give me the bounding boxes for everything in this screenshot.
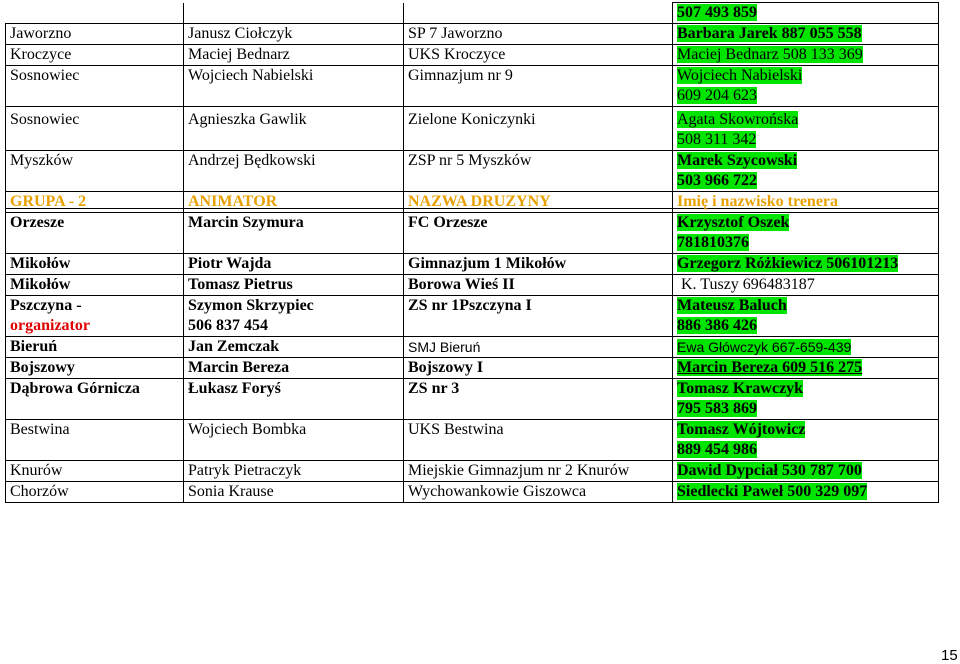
coach-cell: Krzysztof Oszek 781810376 [673, 213, 939, 254]
animator-cell: Janusz Ciołczyk [184, 24, 404, 45]
table-row [6, 358, 939, 379]
coach-cell: Wojciech Nabielski 609 204 623 [673, 66, 939, 107]
team-cell: ZS nr 1Pszczyna I [404, 296, 673, 337]
animator-cell: Patryk Pietraczyk [184, 461, 404, 482]
coach-cell: Barbara Jarek 887 055 558 [673, 24, 939, 45]
city-cell: Pszczyna - organizator [6, 296, 184, 337]
city-cell: Orzesze [6, 213, 184, 254]
coach-cell: Maciej Bednarz 508 133 369 [673, 45, 939, 66]
team-cell: Zielone Koniczynki [404, 107, 673, 151]
coach-cell: 507 493 859 [673, 3, 939, 24]
header-coach: Imię i nazwisko trenera [673, 192, 939, 213]
team-cell: FC Orzesze [404, 213, 673, 254]
coach-cell: Dawid Dypciał 530 787 700 [673, 461, 939, 482]
table-row [6, 275, 939, 296]
header-team: NAZWA DRUZYNY [404, 192, 673, 213]
table-row [6, 420, 939, 461]
coach-cell: Tomasz Krawczyk 795 583 869 [673, 379, 939, 420]
coach-cell: Agata Skowrońska 508 311 342 [673, 107, 939, 151]
header-animator: ANIMATOR [184, 192, 404, 213]
header-city: GRUPA - 2 [6, 192, 184, 213]
city-cell: Mikołów [6, 275, 184, 296]
team-cell: Bojszowy I [404, 358, 673, 379]
city-cell: Dąbrowa Górnicza [6, 379, 184, 420]
city-cell: Kroczyce [6, 45, 184, 66]
coach-cell: Ewa Główczyk 667-659-439 [673, 337, 939, 358]
coach-cell: K. Tuszy 696483187 [673, 275, 939, 296]
city-cell: Myszków [6, 151, 184, 192]
team-cell: SP 7 Jaworzno [404, 24, 673, 45]
animator-cell: Szymon Skrzypiec 506 837 454 [184, 296, 404, 337]
team-cell [404, 3, 673, 24]
team-cell: Wychowankowie Giszowca [404, 482, 673, 503]
animator-cell: Tomasz Pietrus [184, 275, 404, 296]
coach-cell: Mateusz Baluch 886 386 426 [673, 296, 939, 337]
table-row [6, 296, 939, 337]
city-cell: Sosnowiec [6, 107, 184, 151]
table-row [6, 66, 939, 107]
table-row [6, 151, 939, 192]
animator-cell: Andrzej Będkowski [184, 151, 404, 192]
animator-cell: Maciej Bednarz [184, 45, 404, 66]
animator-cell: Wojciech Nabielski [184, 66, 404, 107]
group1-table [5, 2, 939, 209]
city-cell: Bestwina [6, 420, 184, 461]
table-row [6, 213, 939, 254]
coach-cell: Marcin Bereza 609 516 275 [673, 358, 939, 379]
table-row [6, 337, 939, 358]
table-row [6, 107, 939, 151]
animator-cell: Marcin Szymura [184, 213, 404, 254]
team-cell: ZS nr 3 [404, 379, 673, 420]
table-row [6, 461, 939, 482]
team-cell: Borowa Wieś II [404, 275, 673, 296]
animator-cell: Łukasz Foryś [184, 379, 404, 420]
city-cell: Chorzów [6, 482, 184, 503]
city-cell: Sosnowiec [6, 66, 184, 107]
city-cell: Jaworzno [6, 24, 184, 45]
team-cell: SMJ Bieruń [404, 337, 673, 358]
table-row [6, 24, 939, 45]
table-row [6, 254, 939, 275]
header-row [6, 192, 939, 213]
group2-table [5, 192, 939, 503]
city-cell: Bieruń [6, 337, 184, 358]
page-number: 15 [941, 647, 958, 664]
coach-cell: Grzegorz Różkiewicz 506101213 [673, 254, 939, 275]
city-cell: Bojszowy [6, 358, 184, 379]
table-row [6, 3, 939, 24]
animator-cell: Agnieszka Gawlik [184, 107, 404, 151]
coach-cell: Siedlecki Paweł 500 329 097 [673, 482, 939, 503]
team-cell: Gimnazjum 1 Mikołów [404, 254, 673, 275]
city-cell: Knurów [6, 461, 184, 482]
animator-cell: Marcin Bereza [184, 358, 404, 379]
animator-cell: Sonia Krause [184, 482, 404, 503]
team-cell: UKS Bestwina [404, 420, 673, 461]
animator-cell: Jan Zemczak [184, 337, 404, 358]
table-row [6, 379, 939, 420]
table-row [6, 482, 939, 503]
animator-cell: Piotr Wajda [184, 254, 404, 275]
table-row [6, 45, 939, 66]
team-cell: UKS Kroczyce [404, 45, 673, 66]
coach-cell: Marek Szycowski 503 966 722 [673, 151, 939, 192]
coach-cell: Tomasz Wójtowicz 889 454 986 [673, 420, 939, 461]
team-cell: ZSP nr 5 Myszków [404, 151, 673, 192]
city-cell: Mikołów [6, 254, 184, 275]
animator-cell [184, 3, 404, 24]
animator-cell: Wojciech Bombka [184, 420, 404, 461]
team-cell: Gimnazjum nr 9 [404, 66, 673, 107]
city-cell [6, 3, 184, 24]
team-cell: Miejskie Gimnazjum nr 2 Knurów [404, 461, 673, 482]
